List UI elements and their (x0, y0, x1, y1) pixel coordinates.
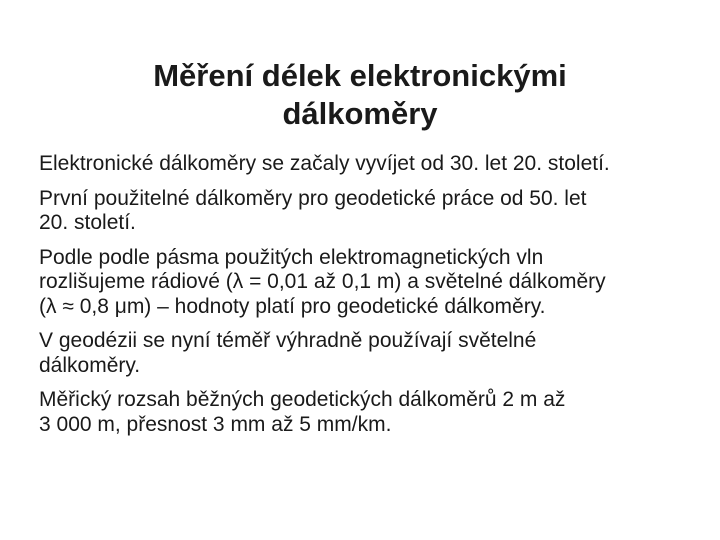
title-line: Měření délek elektronickými (153, 58, 567, 93)
paragraph (39, 152, 689, 177)
paragraph (39, 246, 689, 320)
paragraph-line: V geodézii se nyní téměř výhradně používají světelné (39, 329, 537, 352)
paragraph-line: dálkoměry. (39, 353, 141, 377)
paragraph-line: 20. století. (39, 211, 136, 234)
paragraph (39, 187, 689, 236)
paragraph-line: Elektronické dálkoměry se začaly vyvíjet od 30. let 20. století. (39, 152, 610, 175)
paragraph-line: rozlišujeme rádiové (λ = 0,01 až 0,1 m) a světelné dálkoměry (39, 270, 606, 293)
paragraph-line: (λ ≈ 0,8 μm) – hodnoty platí pro geodetické dálkoměry. (39, 294, 546, 318)
paragraph (39, 388, 689, 437)
paragraph (39, 329, 689, 378)
paragraph-line: První použitelné dálkoměry pro geodetické práce od 50. let (39, 186, 587, 210)
slide-title (60, 57, 660, 133)
slide-body (39, 152, 689, 447)
paragraph-line: Podle podle pásma použitých elektromagnetických vln (39, 245, 544, 269)
paragraph-line: 3 000 m, přesnost 3 mm až 5 mm/km. (39, 412, 392, 436)
title-line: dálkoměry (282, 96, 438, 131)
paragraph-line: Měřický rozsah běžných geodetických dálkoměrů 2 m až (39, 388, 566, 411)
